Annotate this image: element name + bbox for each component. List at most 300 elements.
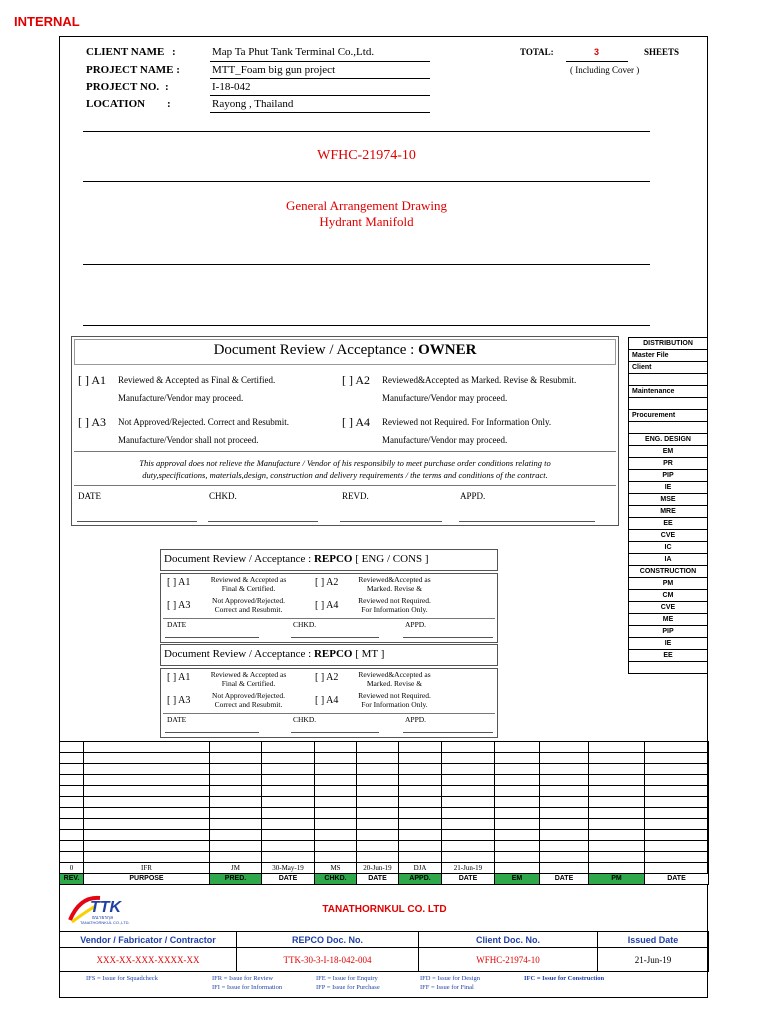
distribution-row [629, 374, 708, 386]
revision-cell [315, 841, 357, 852]
distribution-row [629, 446, 708, 458]
project-name-label: PROJECT NAME : [86, 64, 180, 76]
revision-cell [84, 764, 210, 775]
revision-cell [495, 764, 540, 775]
revision-cell [315, 786, 357, 797]
distribution-row [629, 434, 708, 446]
revision-cell: 30-May-19 [262, 863, 315, 874]
revision-header-cell: PURPOSE [84, 874, 210, 885]
repco-eng-appd-label: APPD. [405, 620, 427, 629]
document-title-line1: General Arrangement Drawing [286, 198, 447, 213]
revision-cell [84, 852, 210, 863]
repco-doc-number: TTK-30-3-I-18-042-004 [237, 948, 419, 972]
distribution-label: PIP [629, 470, 708, 482]
owner-appd-label: APPD. [460, 491, 486, 501]
distribution-label: Procurement [629, 410, 708, 422]
revision-cell: 21-Jun-19 [442, 863, 495, 874]
owner-date-label: DATE [78, 491, 101, 501]
revision-cell [645, 753, 709, 764]
client-doc-number: WFHC-21974-10 [419, 948, 598, 972]
revision-cell [589, 852, 645, 863]
repco-mt-title: Document Review / Acceptance : REPCO [ MT ] [164, 648, 385, 660]
revision-header-cell: PM [589, 874, 645, 885]
distribution-row [629, 614, 708, 626]
distribution-row [629, 542, 708, 554]
repco-mt-a2-text: Reviewed&Accepted as Marked. Revise & [358, 670, 431, 688]
a3-text: Not Approved/Rejected. Correct and Resubmit. [118, 417, 289, 427]
vendor-doc-number: XXX-XX-XXX-XXXX-XX [60, 948, 237, 972]
revision-cell [495, 863, 540, 874]
revision-cell [540, 786, 589, 797]
distribution-row [629, 470, 708, 482]
revision-header-cell: DATE [540, 874, 589, 885]
revision-cell: DJA [399, 863, 442, 874]
a1-sub: Manufacture/Vendor may proceed. [118, 393, 244, 403]
distribution-row [629, 638, 708, 650]
revision-cell [495, 852, 540, 863]
revision-header-cell: APPD. [399, 874, 442, 885]
revision-cell [442, 841, 495, 852]
revision-cell [315, 742, 357, 753]
distribution-row [629, 386, 708, 398]
revision-cell [589, 808, 645, 819]
revision-cell [84, 753, 210, 764]
revision-cell [357, 786, 399, 797]
revision-cell [540, 808, 589, 819]
distribution-label: CVE [629, 530, 708, 542]
distribution-label: PR [629, 458, 708, 470]
revision-cell [210, 819, 262, 830]
issued-date-label: Issued Date [598, 932, 709, 948]
a3-sub: Manufacture/Vendor shall not proceed. [118, 435, 259, 445]
revision-cell [589, 863, 645, 874]
distribution-label [629, 398, 708, 410]
distribution-label: ENG. DESIGN [629, 434, 708, 446]
distribution-row [629, 518, 708, 530]
revision-row [60, 863, 709, 874]
revision-cell [540, 775, 589, 786]
revision-cell [60, 841, 84, 852]
legend-ife: IFE = Issue for Enquiry [316, 975, 378, 982]
revision-cell [442, 742, 495, 753]
revision-cell [442, 830, 495, 841]
repco-mt-a3-text: Not Approved/Rejected. Correct and Resubmit. [212, 691, 285, 709]
distribution-label: IE [629, 482, 708, 494]
revision-cell [589, 841, 645, 852]
revision-cell [589, 742, 645, 753]
owner-chkd-label: CHKD. [209, 491, 237, 501]
repco-mt-a3[interactable]: [ ] A3 [167, 695, 191, 706]
revision-header-cell: DATE [442, 874, 495, 885]
vendor-label: Vendor / Fabricator / Contractor [60, 932, 237, 948]
repco-eng-date-label: DATE [167, 620, 187, 629]
revision-cell [645, 742, 709, 753]
distribution-row [629, 566, 708, 578]
revision-cell [645, 775, 709, 786]
repco-mt-chkd-label: CHKD. [293, 715, 317, 724]
distribution-label: EM [629, 446, 708, 458]
distribution-list [628, 337, 708, 674]
revision-cell [442, 753, 495, 764]
owner-review-box [71, 336, 619, 526]
revision-cell [399, 742, 442, 753]
project-name-value: MTT_Foam big gun project [212, 64, 336, 76]
revision-header-cell: EM [495, 874, 540, 885]
revision-cell [495, 742, 540, 753]
revision-cell [495, 808, 540, 819]
revision-cell [60, 852, 84, 863]
revision-cell [589, 797, 645, 808]
revision-cell [60, 775, 84, 786]
document-title-line2: Hydrant Manifold [319, 214, 414, 229]
revision-cell [357, 753, 399, 764]
repco-eng-a3[interactable]: [ ] A3 [167, 600, 191, 611]
revision-cell [540, 797, 589, 808]
colon: : [172, 46, 176, 58]
revision-cell [540, 753, 589, 764]
distribution-row [629, 602, 708, 614]
repco-eng-a4[interactable]: [ ] A4 [315, 600, 339, 611]
revision-cell [210, 742, 262, 753]
revision-cell [442, 775, 495, 786]
revision-cell [442, 764, 495, 775]
repco-eng-a4-text: Reviewed not Required. For Information Only. [358, 596, 431, 614]
a4-checkbox[interactable]: [ ] A4 [342, 415, 370, 429]
revision-cell [60, 786, 84, 797]
revision-cell: JM [210, 863, 262, 874]
a3-checkbox[interactable]: [ ] A3 [78, 415, 106, 429]
distribution-row [629, 506, 708, 518]
revision-cell [442, 797, 495, 808]
revision-cell [540, 863, 589, 874]
revision-cell [315, 797, 357, 808]
legend-ifc: IFC = Issue for Construction [524, 975, 605, 982]
revision-cell [399, 808, 442, 819]
distribution-label: IC [629, 542, 708, 554]
colon: : [167, 98, 171, 110]
distribution-label: CVE [629, 602, 708, 614]
distribution-label: CM [629, 590, 708, 602]
revision-cell [540, 819, 589, 830]
repco-mt-a2[interactable]: [ ] A2 [315, 672, 339, 683]
legend-ifp: IFP = Issue for Purchase [316, 984, 380, 991]
owner-review-title: Document Review / Acceptance : OWNER [213, 342, 477, 358]
revision-cell [645, 764, 709, 775]
revision-cell [262, 830, 315, 841]
legend-ifs: IFS = Issue for Squadcheck [86, 975, 158, 982]
revision-cell [262, 786, 315, 797]
client-name-label: CLIENT NAME [86, 46, 165, 58]
revision-cell [84, 775, 210, 786]
revision-cell [210, 852, 262, 863]
project-no-value: I-18-042 [212, 81, 251, 93]
revision-cell [262, 819, 315, 830]
revision-cell [442, 786, 495, 797]
distribution-label: MRE [629, 506, 708, 518]
revision-cell [262, 852, 315, 863]
revision-cell [645, 797, 709, 808]
distribution-row [629, 362, 708, 374]
revision-cell [210, 775, 262, 786]
classification-label: INTERNAL [14, 14, 80, 29]
repco-mt-a1[interactable]: [ ] A1 [167, 672, 191, 683]
revision-cell [645, 830, 709, 841]
distribution-row [629, 338, 708, 350]
distribution-row [629, 410, 708, 422]
revision-header-cell: REV. [60, 874, 84, 885]
revision-cell [442, 808, 495, 819]
distribution-row [629, 422, 708, 434]
disclaimer-line1: This approval does not relieve the Manufacture / Vendor of his responsibily to meet purchase order conditions relating to [139, 458, 551, 468]
revision-table [59, 741, 709, 885]
revision-row-blank [60, 775, 709, 786]
repco-eng-a3-text: Not Approved/Rejected. Correct and Resubmit. [212, 596, 285, 614]
revision-cell [399, 797, 442, 808]
distribution-label: PIP [629, 626, 708, 638]
disclaimer-line2: duty,specifications, materials,design, construction and delivery requirements / the terms and conditions of the contract. [142, 470, 548, 480]
revision-cell [210, 830, 262, 841]
revision-cell [645, 852, 709, 863]
revision-cell [357, 808, 399, 819]
revision-cell [262, 808, 315, 819]
revision-cell [399, 830, 442, 841]
repco-eng-review-box [160, 549, 498, 643]
distribution-label [629, 662, 708, 674]
revision-cell [60, 819, 84, 830]
distribution-label: Maintenance [629, 386, 708, 398]
revision-cell [60, 742, 84, 753]
a2-sub: Manufacture/Vendor may proceed. [382, 393, 508, 403]
revision-cell: 0 [60, 863, 84, 874]
revision-cell [262, 775, 315, 786]
client-doc-label: Client Doc. No. [419, 932, 598, 948]
repco-eng-a2-text: Reviewed&Accepted as Marked. Revise & [358, 575, 431, 593]
revision-cell [399, 775, 442, 786]
sheets-label: SHEETS [644, 47, 680, 57]
revision-cell [84, 819, 210, 830]
project-no-label: PROJECT NO. [86, 81, 160, 93]
repco-mt-a4[interactable]: [ ] A4 [315, 695, 339, 706]
revision-cell [495, 775, 540, 786]
revision-cell [399, 852, 442, 863]
revision-cell [589, 775, 645, 786]
repco-eng-title: Document Review / Acceptance : REPCO [ ENG / CONS ] [164, 553, 429, 565]
revision-cell [60, 830, 84, 841]
a4-sub: Manufacture/Vendor may proceed. [382, 435, 508, 445]
client-name-value: Map Ta Phut Tank Terminal Co.,Ltd. [212, 46, 375, 58]
distribution-label: EE [629, 650, 708, 662]
a2-checkbox[interactable]: [ ] A2 [342, 373, 370, 387]
legend-ifd: IFD = Issue for Design [420, 975, 480, 982]
revision-header-cell: DATE [357, 874, 399, 885]
revision-cell [495, 841, 540, 852]
revision-cell: MS [315, 863, 357, 874]
revision-cell [589, 786, 645, 797]
revision-cell [84, 797, 210, 808]
distribution-row [629, 494, 708, 506]
revision-cell [315, 764, 357, 775]
a1-checkbox[interactable]: [ ] A1 [78, 373, 106, 387]
revision-cell [262, 841, 315, 852]
distribution-row [629, 482, 708, 494]
revision-cell: IFR [84, 863, 210, 874]
revision-row-blank [60, 841, 709, 852]
revision-cell [84, 808, 210, 819]
revision-cell [84, 742, 210, 753]
revision-cell [540, 764, 589, 775]
repco-mt-a1-text: Reviewed & Accepted as Final & Certified. [210, 670, 287, 688]
revision-cell [315, 852, 357, 863]
distribution-label: Client [629, 362, 708, 374]
revision-cell: 20-Jun-19 [357, 863, 399, 874]
revision-cell [399, 819, 442, 830]
revision-cell [540, 742, 589, 753]
distribution-label: DISTRIBUTION [629, 338, 708, 350]
revision-row-blank [60, 764, 709, 775]
including-cover: ( Including Cover ) [570, 65, 640, 75]
distribution-row [629, 590, 708, 602]
distribution-row [629, 530, 708, 542]
revision-cell [645, 808, 709, 819]
a2-text: Reviewed&Accepted as Marked. Revise & Resubmit. [382, 375, 577, 385]
distribution-label: ME [629, 614, 708, 626]
revision-row-blank [60, 830, 709, 841]
distribution-row [629, 650, 708, 662]
revision-cell [645, 819, 709, 830]
repco-doc-label: REPCO Doc. No. [237, 932, 419, 948]
repco-eng-chkd-label: CHKD. [293, 620, 317, 629]
revision-cell [495, 797, 540, 808]
revision-cell [210, 753, 262, 764]
revision-row-blank [60, 753, 709, 764]
revision-cell [589, 830, 645, 841]
revision-cell [210, 808, 262, 819]
revision-cell [645, 863, 709, 874]
revision-cell [399, 753, 442, 764]
revision-cell [262, 753, 315, 764]
distribution-label: PM [629, 578, 708, 590]
distribution-label: CONSTRUCTION [629, 566, 708, 578]
repco-eng-a2[interactable]: [ ] A2 [315, 577, 339, 588]
revision-cell [645, 841, 709, 852]
revision-cell [262, 764, 315, 775]
revision-cell [495, 753, 540, 764]
revision-header-cell: CHKD. [315, 874, 357, 885]
repco-mt-date-label: DATE [167, 715, 187, 724]
company-block [59, 888, 708, 932]
revision-row-blank [60, 819, 709, 830]
revision-cell [84, 786, 210, 797]
revision-cell [357, 830, 399, 841]
revision-cell [84, 830, 210, 841]
repco-mt-appd-label: APPD. [405, 715, 427, 724]
revision-cell [540, 830, 589, 841]
revision-cell [210, 797, 262, 808]
colon: : [165, 81, 169, 93]
total-value: 3 [594, 47, 600, 57]
revision-cell [315, 753, 357, 764]
revision-cell [357, 764, 399, 775]
a1-text: Reviewed & Accepted as Final & Certified. [118, 375, 276, 385]
distribution-row [629, 350, 708, 362]
revision-cell [60, 753, 84, 764]
logo-sub2: TANATHORNKUL CO.,LTD. [80, 920, 130, 925]
revision-row-blank [60, 797, 709, 808]
revision-cell [357, 742, 399, 753]
company-name: TANATHORNKUL CO. LTD [322, 904, 447, 915]
distribution-label: MSE [629, 494, 708, 506]
revision-header-cell: DATE [262, 874, 315, 885]
revision-cell [399, 764, 442, 775]
revision-cell [589, 764, 645, 775]
distribution-label: Master File [629, 350, 708, 362]
repco-eng-a1-text: Reviewed & Accepted as Final & Certified. [210, 575, 287, 593]
revision-cell [262, 797, 315, 808]
legend-ifi: IFI = Issue for Information [212, 984, 283, 991]
document-number-table [59, 931, 709, 972]
revision-cell [60, 808, 84, 819]
location-label: LOCATION [86, 98, 146, 110]
revision-row-blank [60, 808, 709, 819]
revision-cell [495, 819, 540, 830]
revision-cell [60, 797, 84, 808]
revision-cell [399, 786, 442, 797]
total-label: TOTAL: [520, 47, 554, 57]
distribution-label [629, 374, 708, 386]
revision-cell [315, 808, 357, 819]
distribution-row [629, 554, 708, 566]
repco-mt-review-box [160, 644, 498, 738]
document-number: WFHC-21974-10 [317, 148, 416, 163]
repco-eng-a1[interactable]: [ ] A1 [167, 577, 191, 588]
distribution-row [629, 458, 708, 470]
a4-text: Reviewed not Required. For Information Only. [382, 417, 552, 427]
distribution-row [629, 398, 708, 410]
revision-cell [315, 819, 357, 830]
revision-cell [315, 830, 357, 841]
legend-ifr: IFR = Issue for Review [212, 975, 274, 982]
revision-cell [357, 852, 399, 863]
distribution-label: EE [629, 518, 708, 530]
revision-cell [357, 841, 399, 852]
revision-cell [210, 764, 262, 775]
distribution-row [629, 626, 708, 638]
revision-cell [357, 797, 399, 808]
revision-cell [399, 841, 442, 852]
revision-header-cell: PRED. [210, 874, 262, 885]
revision-cell [645, 786, 709, 797]
revision-cell [84, 841, 210, 852]
revision-row-blank [60, 742, 709, 753]
revision-cell [540, 852, 589, 863]
revision-cell [442, 852, 495, 863]
revision-cell [357, 819, 399, 830]
revision-row-blank [60, 786, 709, 797]
distribution-row [629, 662, 708, 674]
distribution-row [629, 578, 708, 590]
revision-cell [495, 830, 540, 841]
revision-cell [540, 841, 589, 852]
revision-cell [589, 819, 645, 830]
revision-row-blank [60, 852, 709, 863]
revision-cell [589, 753, 645, 764]
logo-sub1: ธนาธรกุล [92, 915, 114, 921]
revision-cell [495, 786, 540, 797]
distribution-label: IA [629, 554, 708, 566]
revision-header-cell: DATE [645, 874, 709, 885]
revision-cell [315, 775, 357, 786]
repco-mt-a4-text: Reviewed not Required. For Information Only. [358, 691, 431, 709]
